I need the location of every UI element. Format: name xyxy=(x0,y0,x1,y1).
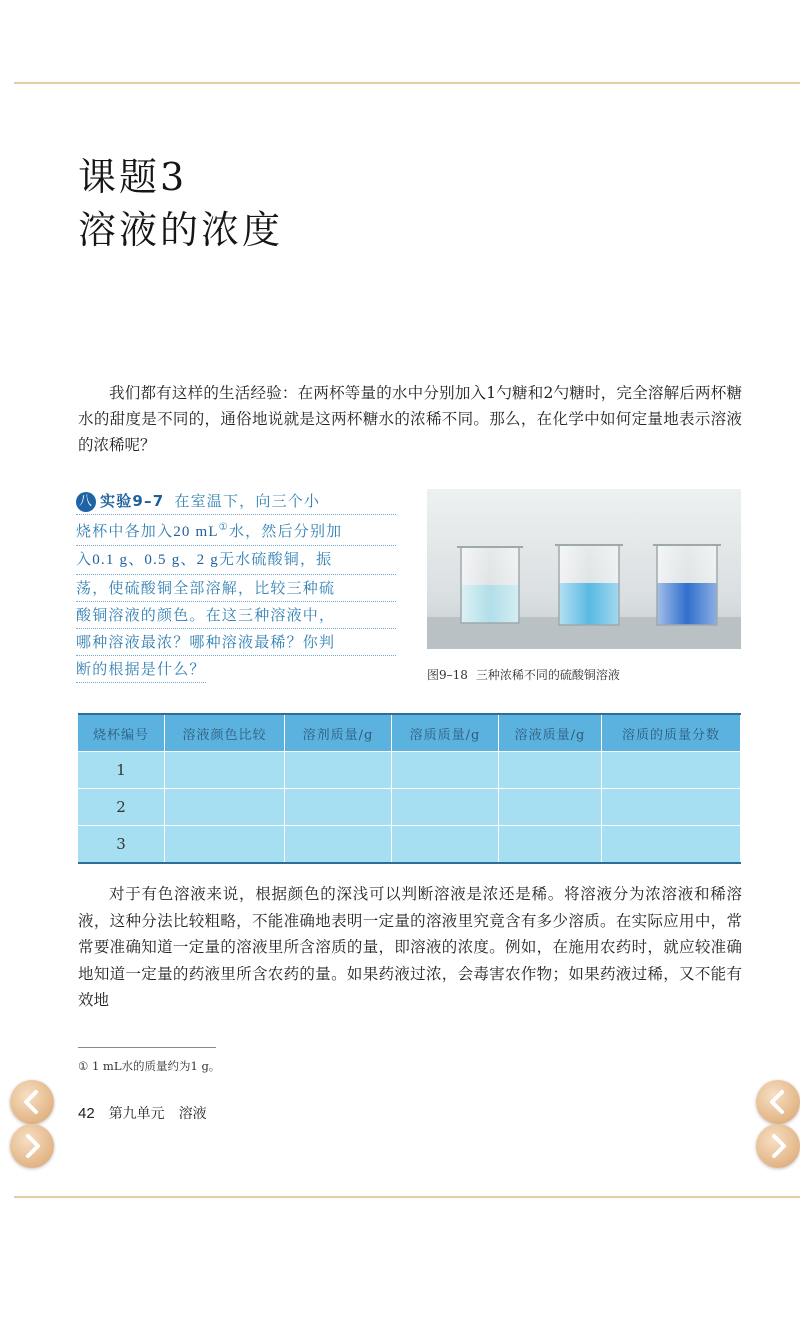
table-header: 溶液质量/g xyxy=(499,714,602,752)
beakers-photo xyxy=(427,489,741,649)
footnote: ① 1 mL水的质量约为1 g。 xyxy=(78,1059,221,1073)
table-cell xyxy=(602,826,741,864)
prev-page-button[interactable] xyxy=(10,1080,54,1124)
chevron-right-icon xyxy=(756,1124,800,1168)
table-header-row xyxy=(78,714,741,752)
page-footer xyxy=(78,1103,207,1123)
figure-number: 图9–18 xyxy=(427,668,468,682)
experiment-masses: 0.1 g、0.5 g、2 g xyxy=(92,552,219,569)
experiment-text-2a: 烧杯中各加入 xyxy=(76,522,174,541)
unit-name: 第九单元 xyxy=(108,1106,165,1122)
experiment-text-3a: 入 xyxy=(76,550,93,569)
lesson-number: 课题3 xyxy=(78,155,188,199)
body-paragraph xyxy=(78,881,742,1014)
figure-caption-text: 三种浓稀不同的硫酸铜溶液 xyxy=(475,668,620,682)
bottom-divider xyxy=(14,1196,800,1198)
beaker-1 xyxy=(457,547,523,623)
top-divider xyxy=(14,82,800,84)
table-header: 溶液颜色比较 xyxy=(165,714,285,752)
figure-caption xyxy=(427,666,628,683)
table-cell xyxy=(285,789,392,826)
experiment-table xyxy=(78,713,741,864)
footnote-marker: ① xyxy=(218,522,229,534)
table-header: 溶质质量/g xyxy=(392,714,499,752)
experiment-text-1: 在室温下，向三个小 xyxy=(174,492,321,510)
next-page-button-left[interactable] xyxy=(10,1124,54,1168)
table-cell xyxy=(285,752,392,789)
table-cell xyxy=(602,752,741,789)
footnote-divider xyxy=(78,1047,216,1048)
experiment-box xyxy=(76,488,396,683)
table-cell xyxy=(165,789,285,826)
table-cell xyxy=(165,752,285,789)
beaker-3 xyxy=(653,545,721,625)
table-header: 烧杯编号 xyxy=(78,714,165,752)
table-cell xyxy=(499,752,602,789)
table-cell xyxy=(602,789,741,826)
experiment-line-4: 荡，使硫酸铜全部溶解，比较三种硫 xyxy=(76,575,396,602)
table-cell: 2 xyxy=(78,789,165,826)
intro-paragraph xyxy=(78,380,742,458)
table-cell xyxy=(392,789,499,826)
table-cell: 1 xyxy=(78,752,165,789)
table-cell xyxy=(499,789,602,826)
table-row xyxy=(78,826,741,864)
table-row xyxy=(78,789,741,826)
page-number: 42 xyxy=(78,1105,95,1122)
table-row xyxy=(78,752,741,789)
experiment-volume: 20 mL xyxy=(173,524,219,541)
lesson-title: 溶液的浓度 xyxy=(78,208,284,252)
body-text: 对于有色溶液来说，根据颜色的深浅可以判断溶液是浓还是稀。将溶液分为浓溶液和稀溶液，这种分法比较粗略，不能准确地表明一定量的溶液里究竟含有多少溶质。在实际应用中，常常要准确知道一定量的溶液里所含溶质的量，即溶液的浓度。例如，在施用农药时，就应较准确地知道一定量的药液里所含农药的量。如果药液过浓，会毒害农作物；如果药液过稀，又不能有效地 xyxy=(78,885,742,1009)
chevron-right-icon xyxy=(10,1124,54,1168)
intro-text: 我们都有这样的生活经验：在两杯等量的水中分别加入1勺糖和2勺糖时，完全溶解后两杯糖水的甜度是不同的，通俗地说就是这两杯糖水的浓稀不同。那么，在化学中如何定量地表示溶液的浓稀呢？ xyxy=(78,384,742,454)
experiment-text-2b: 水，然后分别加 xyxy=(228,522,343,541)
experiment-line-1 xyxy=(76,488,396,515)
experiment-badge-icon: 八 xyxy=(76,492,96,512)
table-cell xyxy=(499,826,602,864)
table-header: 溶剂质量/g xyxy=(285,714,392,752)
experiment-line-6: 哪种溶液最浓？哪种溶液最稀？你判 xyxy=(76,629,396,656)
beakers-illustration xyxy=(427,489,741,649)
table-cell xyxy=(165,826,285,864)
chevron-left-icon xyxy=(10,1080,54,1124)
chevron-left-icon xyxy=(756,1080,800,1124)
table-cell: 3 xyxy=(78,826,165,864)
experiment-line-5: 酸铜溶液的颜色。在这三种溶液中， xyxy=(76,602,396,629)
table-cell xyxy=(392,752,499,789)
next-page-button[interactable] xyxy=(756,1124,800,1168)
table-header: 溶质的质量分数 xyxy=(602,714,741,752)
experiment-line-7: 断的根据是什么？ xyxy=(76,656,206,683)
table-cell xyxy=(392,826,499,864)
beaker-2 xyxy=(555,545,623,625)
experiment-line-2 xyxy=(76,515,396,546)
experiment-text-3b: 无水硫酸铜，振 xyxy=(218,550,333,569)
unit-topic: 溶液 xyxy=(178,1106,207,1122)
experiment-label: 实验9–7 xyxy=(100,492,165,510)
experiment-line-3 xyxy=(76,546,396,574)
prev-page-button-right[interactable] xyxy=(756,1080,800,1124)
table-cell xyxy=(285,826,392,864)
